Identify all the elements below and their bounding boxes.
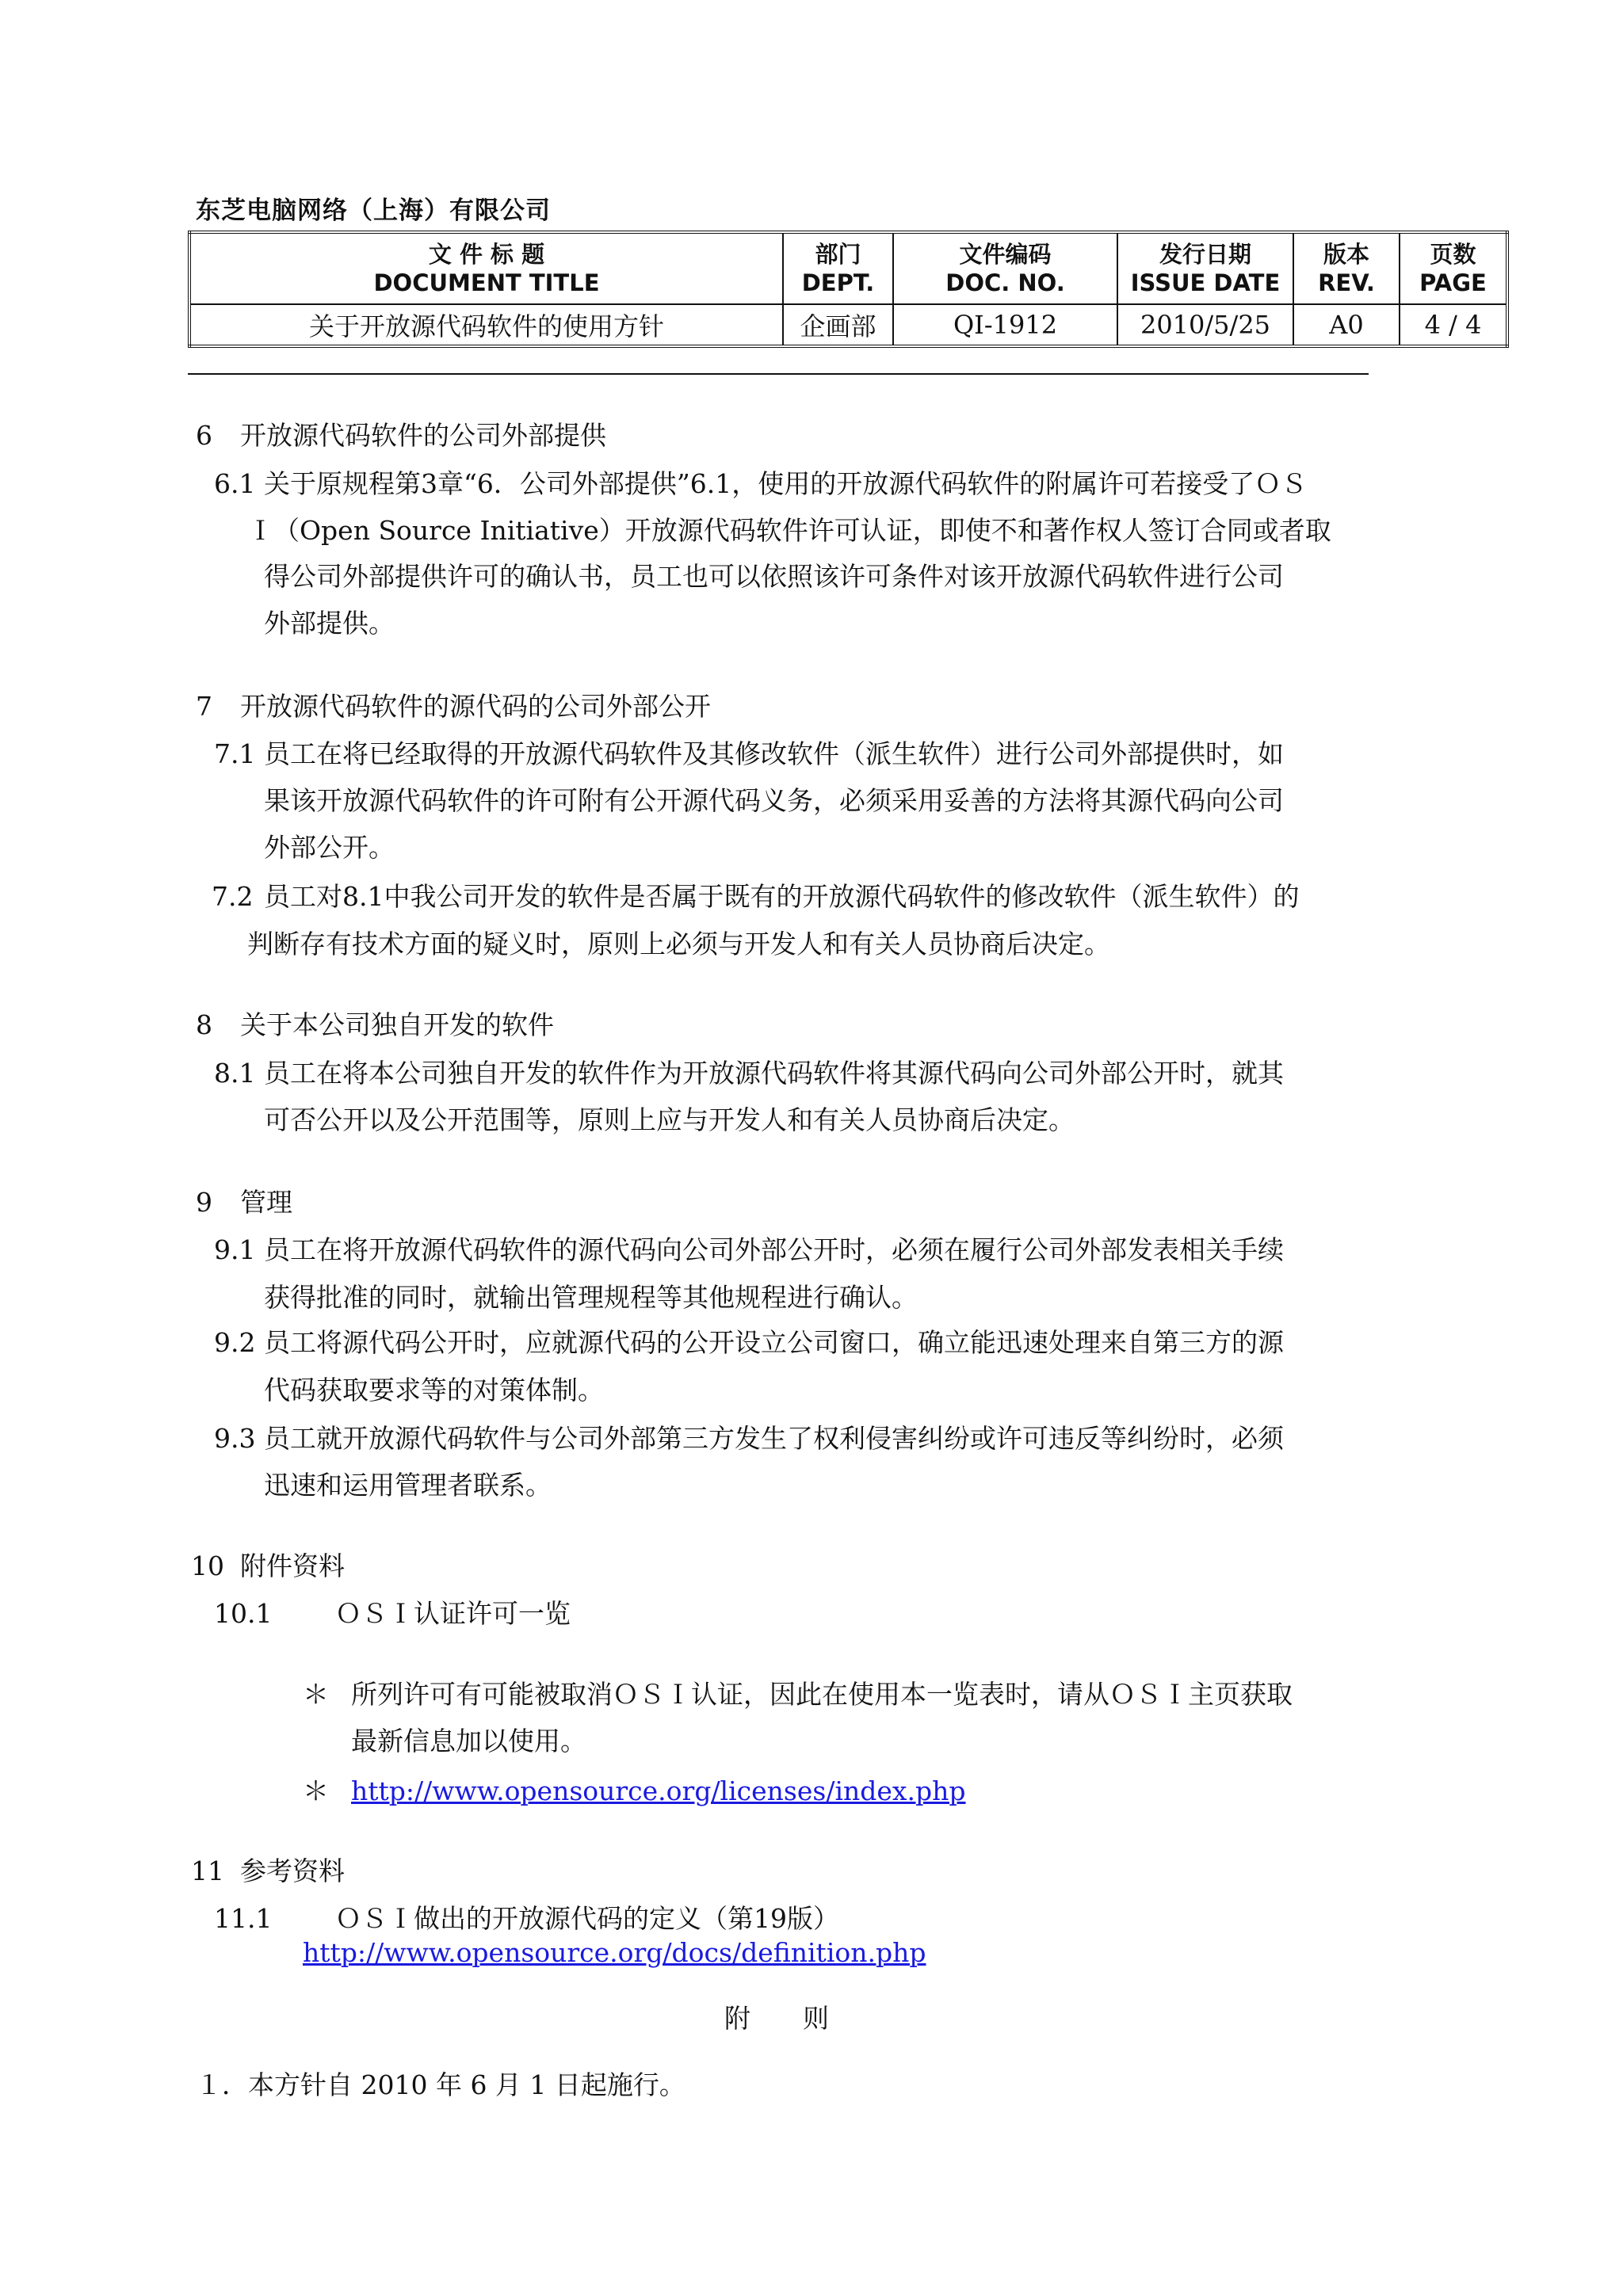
- para-7-1-line: 员工在将已经取得的开放源代码软件及其修改软件（派生软件）进行公司外部提供时，如: [264, 738, 1284, 769]
- para-10-1-text: ＯＳＩ认证许可一览: [335, 1598, 571, 1629]
- section-10-title: 附件资料: [240, 1550, 345, 1581]
- para-7-2-number: 7.2: [212, 881, 254, 912]
- docno-value: QI-1912: [893, 304, 1117, 346]
- title-header-cell: [189, 232, 783, 304]
- document-header-table: [188, 231, 1509, 348]
- section-8-title: 关于本公司独自开发的软件: [240, 1009, 554, 1040]
- para-6-1-line: 关于原规程第3章“6．公司外部提供”6.1，使用的开放源代码软件的附属许可若接受了ＯＳ: [264, 468, 1308, 499]
- header-divider: [188, 373, 1369, 375]
- para-6-1-line: Ｉ（Open Source Initiative）开放源代码软件许可认证，即使不和著作权人签订合同或者取: [247, 515, 1331, 546]
- dept-header-cn: 部门: [815, 241, 861, 268]
- para-7-2-line: 判断存有技术方面的疑义时，原则上必须与开发人和有关人员协商后决定。: [247, 929, 1110, 959]
- para-9-1-number: 9.1: [214, 1234, 256, 1265]
- para-11-1-text: ＯＳＩ做出的开放源代码的定义（第19版）: [335, 1903, 839, 1934]
- note-1-line: 所列许可有可能被取消ＯＳＩ认证，因此在使用本一览表时，请从ＯＳＩ主页获取: [351, 1679, 1293, 1710]
- para-9-1-line: 员工在将开放源代码软件的源代码向公司外部公开时，必须在履行公司外部发表相关手续: [264, 1234, 1284, 1265]
- section-6-number: 6: [196, 420, 212, 451]
- definition-link[interactable]: http://www.opensource.org/docs/definition.php: [303, 1937, 926, 1968]
- para-9-1-line: 获得批准的同时，就输出管理规程等其他规程进行确认。: [264, 1282, 918, 1313]
- section-9-number: 9: [196, 1187, 212, 1218]
- issue-date-value: 2010/5/25: [1117, 304, 1293, 346]
- doc-title-value: 关于开放源代码软件的使用方针: [189, 304, 783, 346]
- para-9-2-line: 代码获取要求等的对策体制。: [264, 1375, 604, 1405]
- appendix-item-1: １．本方针自 2010 年 6 月 1 日起施行。: [196, 2069, 685, 2100]
- title-header-en: DOCUMENT TITLE: [373, 269, 600, 296]
- dept-header-cell: [783, 232, 893, 304]
- note-1-line: 最新信息加以使用。: [351, 1726, 586, 1756]
- company-name: 东芝电脑网络（上海）有限公司: [196, 196, 551, 225]
- docno-header-cn: 文件编码: [959, 241, 1052, 268]
- page-value: 4 / 4: [1400, 304, 1507, 346]
- para-9-2-number: 9.2: [214, 1327, 256, 1358]
- section-6-title: 开放源代码软件的公司外部提供: [240, 420, 606, 451]
- para-9-2-line: 员工将源代码公开时，应就源代码的公开设立公司窗口，确立能迅速处理来自第三方的源: [264, 1327, 1284, 1358]
- page-header-cn: 页数: [1430, 241, 1476, 268]
- para-9-3-line: 员工就开放源代码软件与公司外部第三方发生了权利侵害纠纷或许可违反等纠纷时，必须: [264, 1423, 1284, 1454]
- section-7-number: 7: [196, 691, 212, 722]
- section-8-number: 8: [196, 1009, 212, 1040]
- para-10-1-number: 10.1: [214, 1598, 273, 1629]
- para-8-1-line: 可否公开以及公开范围等，原则上应与开发人和有关人员协商后决定。: [264, 1104, 1075, 1135]
- date-header-cell: [1117, 232, 1293, 304]
- para-6-1-number: 6.1: [214, 468, 256, 499]
- para-8-1-number: 8.1: [214, 1058, 256, 1089]
- para-9-3-number: 9.3: [214, 1423, 256, 1454]
- page-header-en: PAGE: [1419, 269, 1487, 296]
- rev-header-cell: [1293, 232, 1400, 304]
- para-8-1-line: 员工在将本公司独自开发的软件作为开放源代码软件将其源代码向公司外部公开时，就其: [264, 1058, 1284, 1089]
- para-7-1-line: 外部公开。: [264, 832, 395, 863]
- note-bullet-icon: ＊: [303, 1775, 329, 1806]
- section-11-number: 11: [191, 1855, 224, 1886]
- para-7-2-line: 员工对8.1中我公司开发的软件是否属于既有的开放源代码软件的修改软件（派生软件）的: [264, 881, 1300, 912]
- para-6-1-line: 得公司外部提供许可的确认书，员工也可以依照该许可条件对该开放源代码软件进行公司: [264, 561, 1284, 592]
- section-9-title: 管理: [240, 1187, 292, 1218]
- date-header-cn: 发行日期: [1159, 241, 1251, 268]
- para-7-1-line: 果该开放源代码软件的许可附有公开源代码义务，必须采用妥善的方法将其源代码向公司: [264, 785, 1284, 816]
- title-header-cn: 文 件 标 题: [428, 241, 545, 268]
- dept-header-en: DEPT.: [801, 269, 875, 296]
- para-7-1-number: 7.1: [214, 738, 256, 769]
- section-11-title: 参考资料: [240, 1855, 345, 1886]
- page-header-cell: [1400, 232, 1507, 304]
- para-11-1-number: 11.1: [214, 1903, 273, 1934]
- para-9-3-line: 迅速和运用管理者联系。: [264, 1470, 552, 1501]
- docno-header-en: DOC. NO.: [945, 269, 1065, 296]
- rev-value: A0: [1293, 304, 1400, 346]
- para-6-1-line: 外部提供。: [264, 608, 395, 639]
- section-7-title: 开放源代码软件的源代码的公司外部公开: [240, 691, 711, 722]
- rev-header-en: REV.: [1318, 269, 1375, 296]
- docno-header-cell: [893, 232, 1117, 304]
- dept-value: 企画部: [783, 304, 893, 346]
- section-10-number: 10: [191, 1550, 224, 1581]
- rev-header-cn: 版本: [1323, 241, 1369, 268]
- date-header-en: ISSUE DATE: [1130, 269, 1281, 296]
- licenses-link[interactable]: http://www.opensource.org/licenses/index.php: [351, 1775, 966, 1806]
- appendix-title: 附 则: [724, 2003, 829, 2034]
- note-bullet-icon: ＊: [303, 1679, 329, 1710]
